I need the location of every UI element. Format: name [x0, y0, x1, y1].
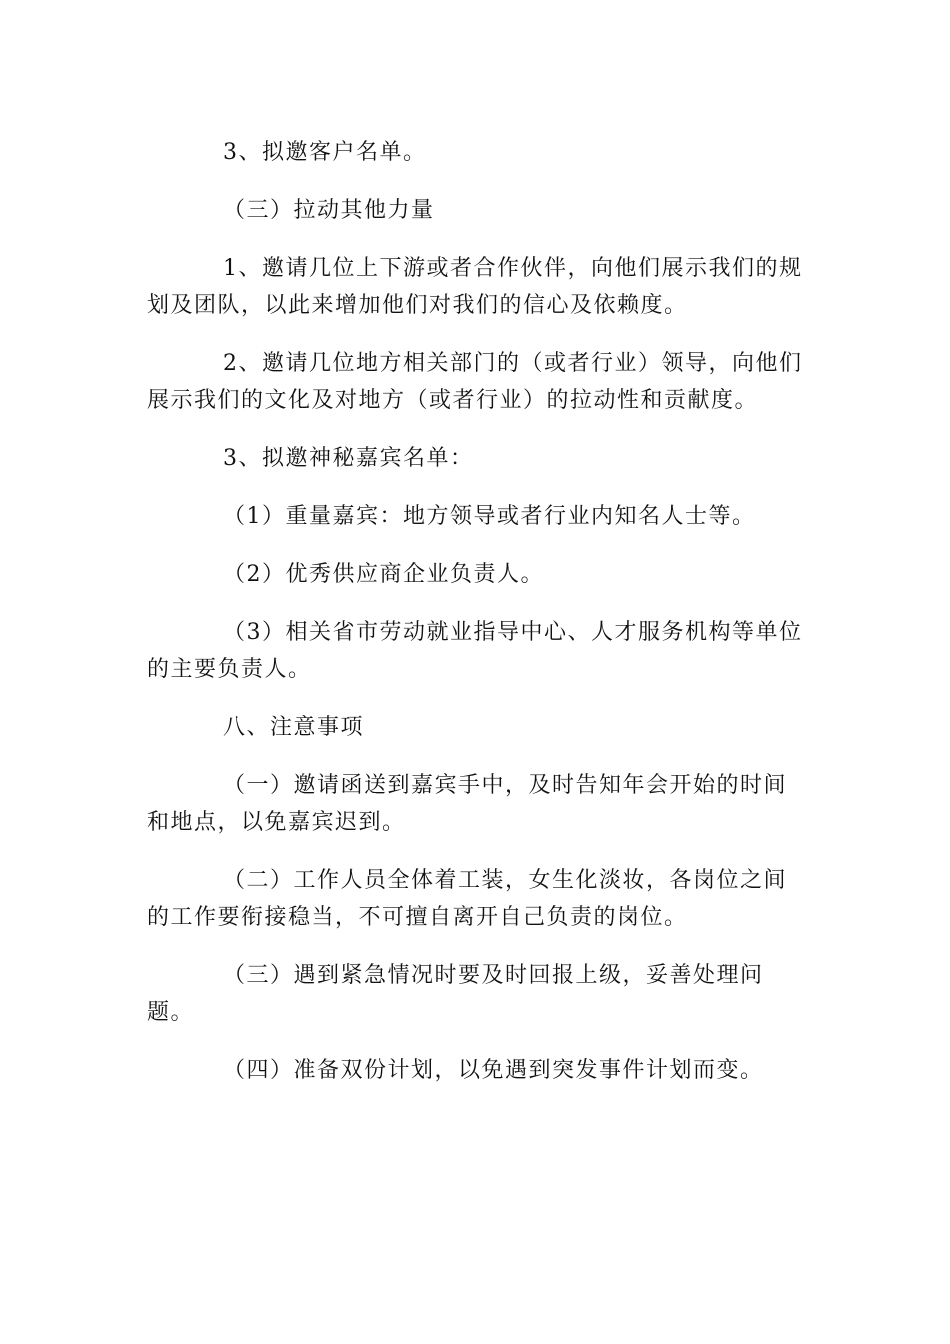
list-item-suppliers: （2）优秀供应商企业负责人。: [223, 562, 544, 587]
note-item-staff-attire: （二）工作人员全体着工装，女生化淡妆，各岗位之间的工作要衔接稳当，不可擅自离开自己负责的岗位。: [147, 868, 788, 930]
paragraph-invite-officials: 2、邀请几位地方相关部门的（或者行业）领导，向他们展示我们的文化及对地方（或者行业）的拉动性和贡献度。: [147, 351, 803, 413]
list-item-vip-guests: （1）重量嘉宾：地方领导或者行业内知名人士等。: [223, 504, 756, 529]
paragraph-invite-clients: 3、拟邀客户名单。: [223, 140, 427, 165]
note-item-backup-plan: （四）准备双份计划，以免遇到突发事件计划而变。: [223, 1058, 764, 1083]
section-heading-notes: 八、注意事项: [223, 715, 365, 740]
list-item-employment-centers: （3）相关省市劳动就业指导中心、人才服务机构等单位的主要负责人。: [147, 620, 803, 682]
document-body: [147, 134, 807, 1110]
section-heading-other-forces: （三）拉动其他力量: [223, 198, 435, 223]
paragraph-invite-partners: 1、邀请几位上下游或者合作伙伴，向他们展示我们的规划及团队，以此来增加他们对我们的信心及依赖度。: [147, 256, 803, 318]
note-item-invitations: （一）邀请函送到嘉宾手中，及时告知年会开始的时间和地点，以免嘉宾迟到。: [147, 773, 788, 835]
note-item-emergencies: （三）遇到紧急情况时要及时回报上级，妥善处理问题。: [147, 963, 764, 1025]
paragraph-mystery-guests: 3、拟邀神秘嘉宾名单：: [223, 446, 474, 471]
